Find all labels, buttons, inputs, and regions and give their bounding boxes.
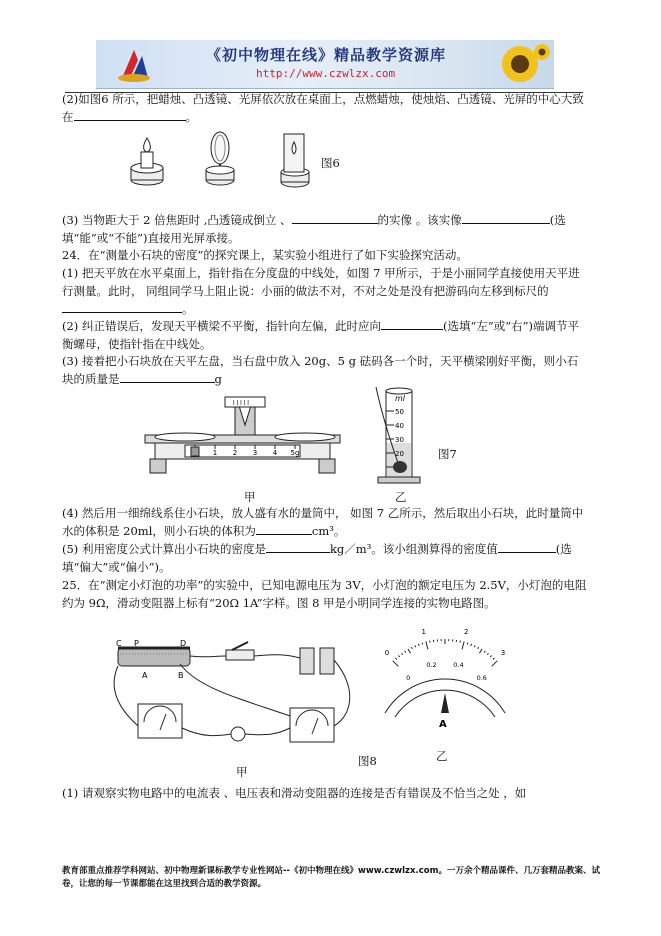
cylinder-tick-label: 50 <box>395 408 404 416</box>
dial-outer-label: 0 <box>384 649 390 658</box>
dial-tick <box>411 647 412 649</box>
answer-blank <box>74 108 186 121</box>
answer-blank <box>381 317 443 330</box>
dial-tick <box>484 651 485 653</box>
scale-tick-label: 1 <box>212 449 218 457</box>
dial-tick <box>418 644 419 646</box>
rheostat-label-D: D <box>180 639 187 648</box>
dial-tick <box>480 649 483 653</box>
scale-tick-label: 5g <box>290 449 300 457</box>
dial-tick <box>415 645 416 647</box>
dial-pointer <box>441 693 449 713</box>
fig7-label: 图7 <box>438 447 457 461</box>
switch-icon <box>226 650 254 660</box>
header-title: 《初中物理在线》精品教学资源库 <box>206 46 447 64</box>
balance-scale-figure <box>145 395 340 485</box>
cylinder-tick-label: 40 <box>395 422 404 430</box>
dial-ticks <box>393 639 498 666</box>
q-fig6-text: (2)如图6 所示，把蜡烛、凸透镜、光屏依次放在桌面上，点燃蜡烛，使烛焰、凸透镜、光屏的中心大致在 。 <box>62 92 584 124</box>
scale-tick-label: 2 <box>232 449 238 457</box>
q25-1: (1) 请观察实物电路中的电流表 、电压表和滑动变阻器的连接是否有错误及不恰当之处 ，如 <box>62 786 527 800</box>
dial-tick <box>490 655 491 657</box>
q3-text: (3) 当物距大于 2 倍焦距时 ,凸透镜成倒立 、 的实像 。该实像 (选填“能”或“不能”)直接用光屏承接。 <box>62 213 566 245</box>
dial-inner-label: 0.2 <box>426 660 437 669</box>
cylinder-unit: ml <box>395 394 406 403</box>
dial-tick <box>462 642 464 650</box>
answer-blank <box>62 300 182 313</box>
dial-tick <box>398 655 399 657</box>
bulb-icon <box>231 727 245 741</box>
dial-inner-label: 0.4 <box>453 660 464 669</box>
dial-tick <box>408 649 411 653</box>
ammeter-unit: A <box>439 719 447 730</box>
dial-tick <box>474 645 475 647</box>
dial-inner-label: 0 <box>406 674 411 683</box>
scale-tick-label: 4 <box>272 449 278 457</box>
battery-icon <box>320 648 334 674</box>
q24-title: 24．在“测量小石块的密度”的探究课上，某实验小组进行了如下实验探究活动。 <box>62 248 468 262</box>
rheostat-label-C: C <box>116 639 122 648</box>
fig8-yi: 乙 <box>436 749 448 763</box>
dial-tick <box>393 661 399 667</box>
cylinder-tick-label: 20 <box>395 450 404 458</box>
dial-outer-label: 1 <box>421 627 427 636</box>
q24-2: (2) 纠正错误后，发现天平横梁不平衡，指针向左偏，此时应向 (选填“左”或“右”)端调节平衡螺母，使指针指在中线处。 <box>62 319 579 351</box>
answer-blank <box>498 540 556 553</box>
fig7-yi: 乙 <box>395 490 407 504</box>
fig7-jia: 甲 <box>244 490 256 504</box>
dial-tick <box>405 651 406 653</box>
ammeter-device-icon <box>290 708 334 742</box>
rheostat-label-A: A <box>142 671 148 680</box>
answer-blank <box>256 522 312 535</box>
measuring-cylinder-figure <box>368 385 430 485</box>
q24-1: (1) 把天平放在水平桌面上，指针指在分度盘的中线处，如图 7 甲所示，于是小丽同学直接使用天平进行测量。此时， 同组同学马上阻止说：小丽的做法不对，不对之处是没有把游码向左移到标尺的。 <box>62 266 580 316</box>
rheostat-icon <box>118 648 190 666</box>
light-screen-icon <box>281 134 309 187</box>
scale-tick-label: 3 <box>252 449 258 457</box>
fig8-label: 图8 <box>358 754 377 768</box>
rider-weight <box>191 447 199 456</box>
q24-3: (3) 接着把小石块放在天平左盘，当右盘中放入 20g、5 g 砝码各一个时，天平横梁刚好平衡，则小石块的质量是 g <box>62 354 579 386</box>
sunflower-icon <box>490 42 550 86</box>
dial-tick <box>478 647 479 649</box>
candle-icon <box>131 138 163 185</box>
dial-tick <box>493 658 494 659</box>
figure-6 <box>125 130 315 196</box>
convex-lens-icon <box>206 132 234 185</box>
answer-blank <box>292 211 378 224</box>
dial-tick <box>471 644 472 646</box>
dial-tick <box>492 661 498 667</box>
footer-note: 教育部重点推荐学科网站、初中物理新课标教学专业性网站--《初中物理在线》www.czwlzx.com。一万余个精品课件、几万套精品教案、试卷，让您的每一节课都能在这里找到合适的教学资源。 <box>62 866 600 889</box>
answer-blank <box>120 370 215 383</box>
battery-icon <box>300 648 314 674</box>
q24-4: (4) 然后用一细绵线系住小石块，放人盛有水的量筒中， 如图 7 乙所示，然后取出小石块，此时量筒中水的体积是 20ml，则小石块的体积为 cm³。 <box>62 506 584 538</box>
dial-tick <box>467 643 468 645</box>
dial-inner-label: 0.6 <box>476 674 487 683</box>
dial-tick <box>426 642 428 650</box>
dial-tick <box>395 658 396 659</box>
header-banner <box>96 40 554 89</box>
fig6-label: 图6 <box>321 156 340 170</box>
rheostat-label-B: B <box>178 671 184 680</box>
circuit-figure <box>108 638 358 758</box>
dial-outer-label: 2 <box>463 627 469 636</box>
q25: 25．在“测定小灯泡的功率”的实验中，已知电源电压为 3V，小灯泡的额定电压为 2.5V，小灯泡的电阻约为 9Ω，滑动变阻器上标有“20Ω 1A”字样。图 8 甲是小明同学连接的实物电路图。 <box>62 578 587 610</box>
answer-blank <box>462 211 550 224</box>
answer-blank <box>266 540 330 553</box>
dial-outer-label: 3 <box>500 649 506 658</box>
dial-tick <box>402 653 403 655</box>
voltmeter-icon <box>138 704 182 738</box>
ammeter-dial-figure <box>365 627 525 745</box>
site-logo-icon <box>114 44 154 84</box>
header-url: http://www.czwlzx.com <box>256 67 396 80</box>
dial-tick <box>422 643 423 645</box>
svg-text:l l l l l: l l l l l <box>233 400 249 407</box>
cylinder-tick-label: 30 <box>395 436 404 444</box>
fig8-jia: 甲 <box>236 765 248 779</box>
q24-5: (5) 利用密度公式计算出小石块的密度是 kg／m³。该小组测算得的密度值 (选填“偏大”或“偏小”)。 <box>62 542 572 574</box>
dial-tick <box>487 653 488 655</box>
rheostat-label-P: P <box>134 639 139 648</box>
